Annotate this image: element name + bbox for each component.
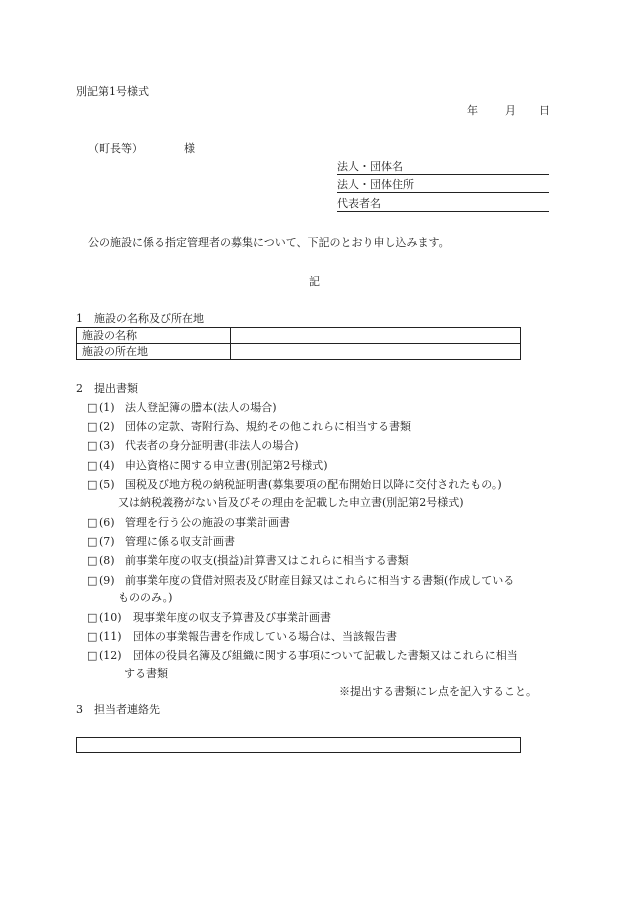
- facility-table: [76, 327, 521, 360]
- section2-heading: 2 提出書類: [76, 382, 138, 395]
- section1-heading: 1 施設の名称及び所在地: [76, 312, 204, 325]
- list-item: [87, 402, 277, 413]
- applicant-name-field[interactable]: [337, 161, 549, 175]
- item-text: 国税及び地方税の納税証明書(募集要項の配布開始日以降に交付されたもの。): [125, 478, 502, 491]
- table-row: [77, 328, 521, 344]
- item-text: 管理に係る収支計画書: [125, 535, 235, 548]
- list-item: [87, 612, 331, 623]
- item-number: (1): [99, 401, 115, 414]
- document-checkbox[interactable]: □: [87, 478, 98, 491]
- item-text: 前事業年度の貸借対照表及び財産目録又はこれらに相当する書類(作成している: [125, 574, 515, 587]
- item-number: (11): [99, 630, 122, 643]
- item-number: (10): [99, 611, 122, 624]
- list-item: [87, 555, 409, 566]
- list-item: [87, 460, 328, 471]
- document-checkbox[interactable]: □: [87, 459, 98, 472]
- contact-field[interactable]: [76, 737, 521, 753]
- section3-heading: 3 担当者連絡先: [76, 703, 160, 716]
- item-text: 現事業年度の収支予算書及び事業計画書: [133, 611, 331, 624]
- document-checkbox[interactable]: □: [87, 554, 98, 567]
- item-number: (5): [99, 478, 115, 491]
- facility-name-label: 施設の名称: [77, 328, 231, 344]
- document-checkbox[interactable]: □: [87, 535, 98, 548]
- list-item: [87, 421, 411, 432]
- list-item: [87, 575, 514, 586]
- table-row: [77, 344, 521, 360]
- date-year: 年: [467, 104, 478, 117]
- item-text-continued: もののみ。): [118, 591, 173, 604]
- list-item: [87, 650, 518, 661]
- addressee-name: （町長等）: [88, 142, 143, 155]
- item-number: (4): [99, 459, 115, 472]
- item-text: 団体の役員名簿及び組織に関する事項について記載した書類又はこれらに相当: [133, 649, 518, 662]
- item-text: 団体の定款、寄附行為、規約その他これらに相当する書類: [125, 420, 411, 433]
- representative-name-label: 代表者名: [337, 197, 381, 210]
- document-checkbox[interactable]: □: [87, 649, 98, 662]
- date-day: 日: [539, 104, 550, 117]
- item-text: 申込資格に関する申立書(別記第2号様式): [125, 459, 328, 472]
- facility-location-value[interactable]: [231, 344, 521, 360]
- representative-name-field[interactable]: [337, 198, 549, 212]
- document-checkbox[interactable]: □: [87, 611, 98, 624]
- list-item: [87, 631, 397, 642]
- item-number: (7): [99, 535, 115, 548]
- item-text: 前事業年度の収支(損益)計算書又はこれらに相当する書類: [125, 554, 409, 567]
- item-number: (2): [99, 420, 115, 433]
- document-checkbox[interactable]: □: [87, 401, 98, 414]
- applicant-address-field[interactable]: [337, 179, 549, 193]
- item-text: 代表者の身分証明書(非法人の場合): [125, 439, 299, 452]
- list-item: [87, 479, 502, 490]
- facility-location-label: 施設の所在地: [77, 344, 231, 360]
- item-number: (3): [99, 439, 115, 452]
- form-id: 別記第1号様式: [76, 85, 149, 98]
- document-checkbox[interactable]: □: [87, 516, 98, 529]
- item-text-continued: 又は納税義務がない旨及びその理由を記載した申立書(別記第2号様式): [118, 496, 464, 509]
- item-number: (12): [99, 649, 122, 662]
- document-checkbox[interactable]: □: [87, 630, 98, 643]
- item-text: 法人登記簿の謄本(法人の場合): [125, 401, 277, 414]
- ki-heading: 記: [309, 275, 320, 288]
- list-item: [87, 517, 290, 528]
- item-number: (6): [99, 516, 115, 529]
- intro-text: 公の施設に係る指定管理者の募集について、下記のとおり申し込みます。: [88, 236, 450, 249]
- applicant-name-label: 法人・団体名: [337, 160, 403, 173]
- document-checkbox[interactable]: □: [87, 439, 98, 452]
- item-number: (8): [99, 554, 115, 567]
- item-text: 団体の事業報告書を作成している場合は、当該報告書: [133, 630, 397, 643]
- list-item: [87, 536, 235, 547]
- applicant-address-label: 法人・団体住所: [337, 178, 414, 191]
- facility-name-value[interactable]: [231, 328, 521, 344]
- date-month: 月: [505, 104, 516, 117]
- document-checkbox[interactable]: □: [87, 574, 98, 587]
- list-item: [87, 440, 299, 451]
- submission-note: ※提出する書類にレ点を記入すること。: [339, 685, 537, 698]
- item-text-continued: する書類: [124, 667, 168, 680]
- item-number: (9): [99, 574, 115, 587]
- document-checkbox[interactable]: □: [87, 420, 98, 433]
- addressee-honorific: 様: [184, 142, 195, 155]
- item-text: 管理を行う公の施設の事業計画書: [125, 516, 290, 529]
